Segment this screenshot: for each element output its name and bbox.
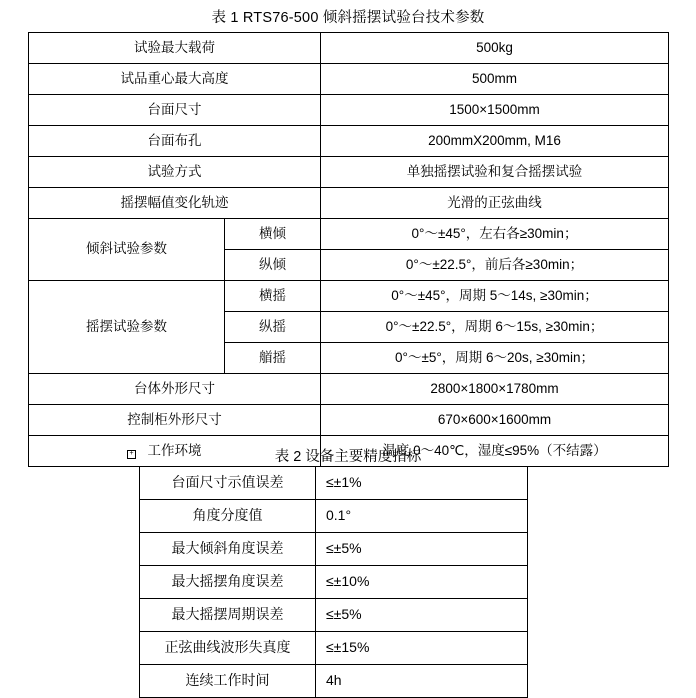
table-row bbox=[140, 566, 528, 599]
param-value: 670×600×1600mm bbox=[321, 405, 669, 436]
accuracy-label: 角度分度值 bbox=[140, 500, 316, 533]
accuracy-value: ≤±15% bbox=[316, 632, 528, 665]
accuracy-label: 最大摇摆周期误差 bbox=[140, 599, 316, 632]
param-value: 0°～±5°，周期 6～20s, ≥30min； bbox=[321, 343, 669, 374]
param-label: 台面尺寸 bbox=[29, 95, 321, 126]
param-group-label: 摇摆试验参数 bbox=[29, 281, 225, 374]
param-value: 光滑的正弦曲线 bbox=[321, 188, 669, 219]
accuracy-label: 最大摇摆角度误差 bbox=[140, 566, 316, 599]
param-value: 0°～±22.5°，前后各≥30min； bbox=[321, 250, 669, 281]
param-sublabel: 纵摇 bbox=[225, 312, 321, 343]
param-value: 200mmX200mm, M16 bbox=[321, 126, 669, 157]
param-label: 台体外形尺寸 bbox=[29, 374, 321, 405]
table-row bbox=[29, 64, 669, 95]
table-row bbox=[29, 188, 669, 219]
accuracy-value: 0.1° bbox=[316, 500, 528, 533]
param-sublabel: 横倾 bbox=[225, 219, 321, 250]
param-group-label: 倾斜试验参数 bbox=[29, 219, 225, 281]
param-value: 0°～±22.5°，周期 6～15s, ≥30min； bbox=[321, 312, 669, 343]
param-label: 工作环境 bbox=[29, 436, 321, 467]
param-label: 台面布孔 bbox=[29, 126, 321, 157]
param-value: 2800×1800×1780mm bbox=[321, 374, 669, 405]
param-label: 试品重心最大高度 bbox=[29, 64, 321, 95]
param-value: 单独摇摆试验和复合摇摆试验 bbox=[321, 157, 669, 188]
param-value: 1500×1500mm bbox=[321, 95, 669, 126]
table-row bbox=[140, 533, 528, 566]
param-value: 0°～±45°，左右各≥30min； bbox=[321, 219, 669, 250]
accuracy-value: ≤±5% bbox=[316, 599, 528, 632]
param-sublabel: 横摇 bbox=[225, 281, 321, 312]
table-row bbox=[29, 126, 669, 157]
param-value: 500kg bbox=[321, 33, 669, 64]
param-value: 温度 0～40℃，湿度≤95%（不结露） bbox=[321, 436, 669, 467]
table-row bbox=[140, 599, 528, 632]
accuracy-label: 正弦曲线波形失真度 bbox=[140, 632, 316, 665]
table2-body bbox=[140, 467, 528, 698]
accuracy-value: 4h bbox=[316, 665, 528, 698]
table-row bbox=[29, 281, 669, 312]
accuracy-label: 最大倾斜角度误差 bbox=[140, 533, 316, 566]
param-sublabel: 纵倾 bbox=[225, 250, 321, 281]
table1-caption: 表 1 RTS76-500 倾斜摇摆试验台技术参数 bbox=[211, 10, 485, 26]
param-label: 试验方式 bbox=[29, 157, 321, 188]
param-label: 摇摆幅值变化轨迹 bbox=[29, 188, 321, 219]
accuracy-value: ≤±10% bbox=[316, 566, 528, 599]
param-value: 500mm bbox=[321, 64, 669, 95]
table-row bbox=[140, 632, 528, 665]
table1-body bbox=[29, 33, 669, 467]
accuracy-value: ≤±1% bbox=[316, 467, 528, 500]
table-row bbox=[140, 467, 528, 500]
table-row bbox=[29, 33, 669, 64]
accuracy-value: ≤±5% bbox=[316, 533, 528, 566]
param-sublabel: 艏摇 bbox=[225, 343, 321, 374]
table2-caption: 表 2 设备主要精度指标 bbox=[274, 449, 422, 465]
table-row bbox=[140, 665, 528, 698]
accuracy-index-table bbox=[139, 466, 528, 698]
table-row bbox=[29, 374, 669, 405]
param-value: 0°～±45°，周期 5～14s, ≥30min； bbox=[321, 281, 669, 312]
table-row bbox=[29, 219, 669, 250]
accuracy-label: 连续工作时间 bbox=[140, 665, 316, 698]
param-label: 试验最大载荷 bbox=[29, 33, 321, 64]
table-row bbox=[140, 500, 528, 533]
table-row bbox=[29, 157, 669, 188]
technical-parameters-table bbox=[28, 32, 669, 467]
accuracy-label: 台面尺寸示值误差 bbox=[140, 467, 316, 500]
param-label: 控制柜外形尺寸 bbox=[29, 405, 321, 436]
table-row bbox=[29, 95, 669, 126]
table-row bbox=[29, 405, 669, 436]
